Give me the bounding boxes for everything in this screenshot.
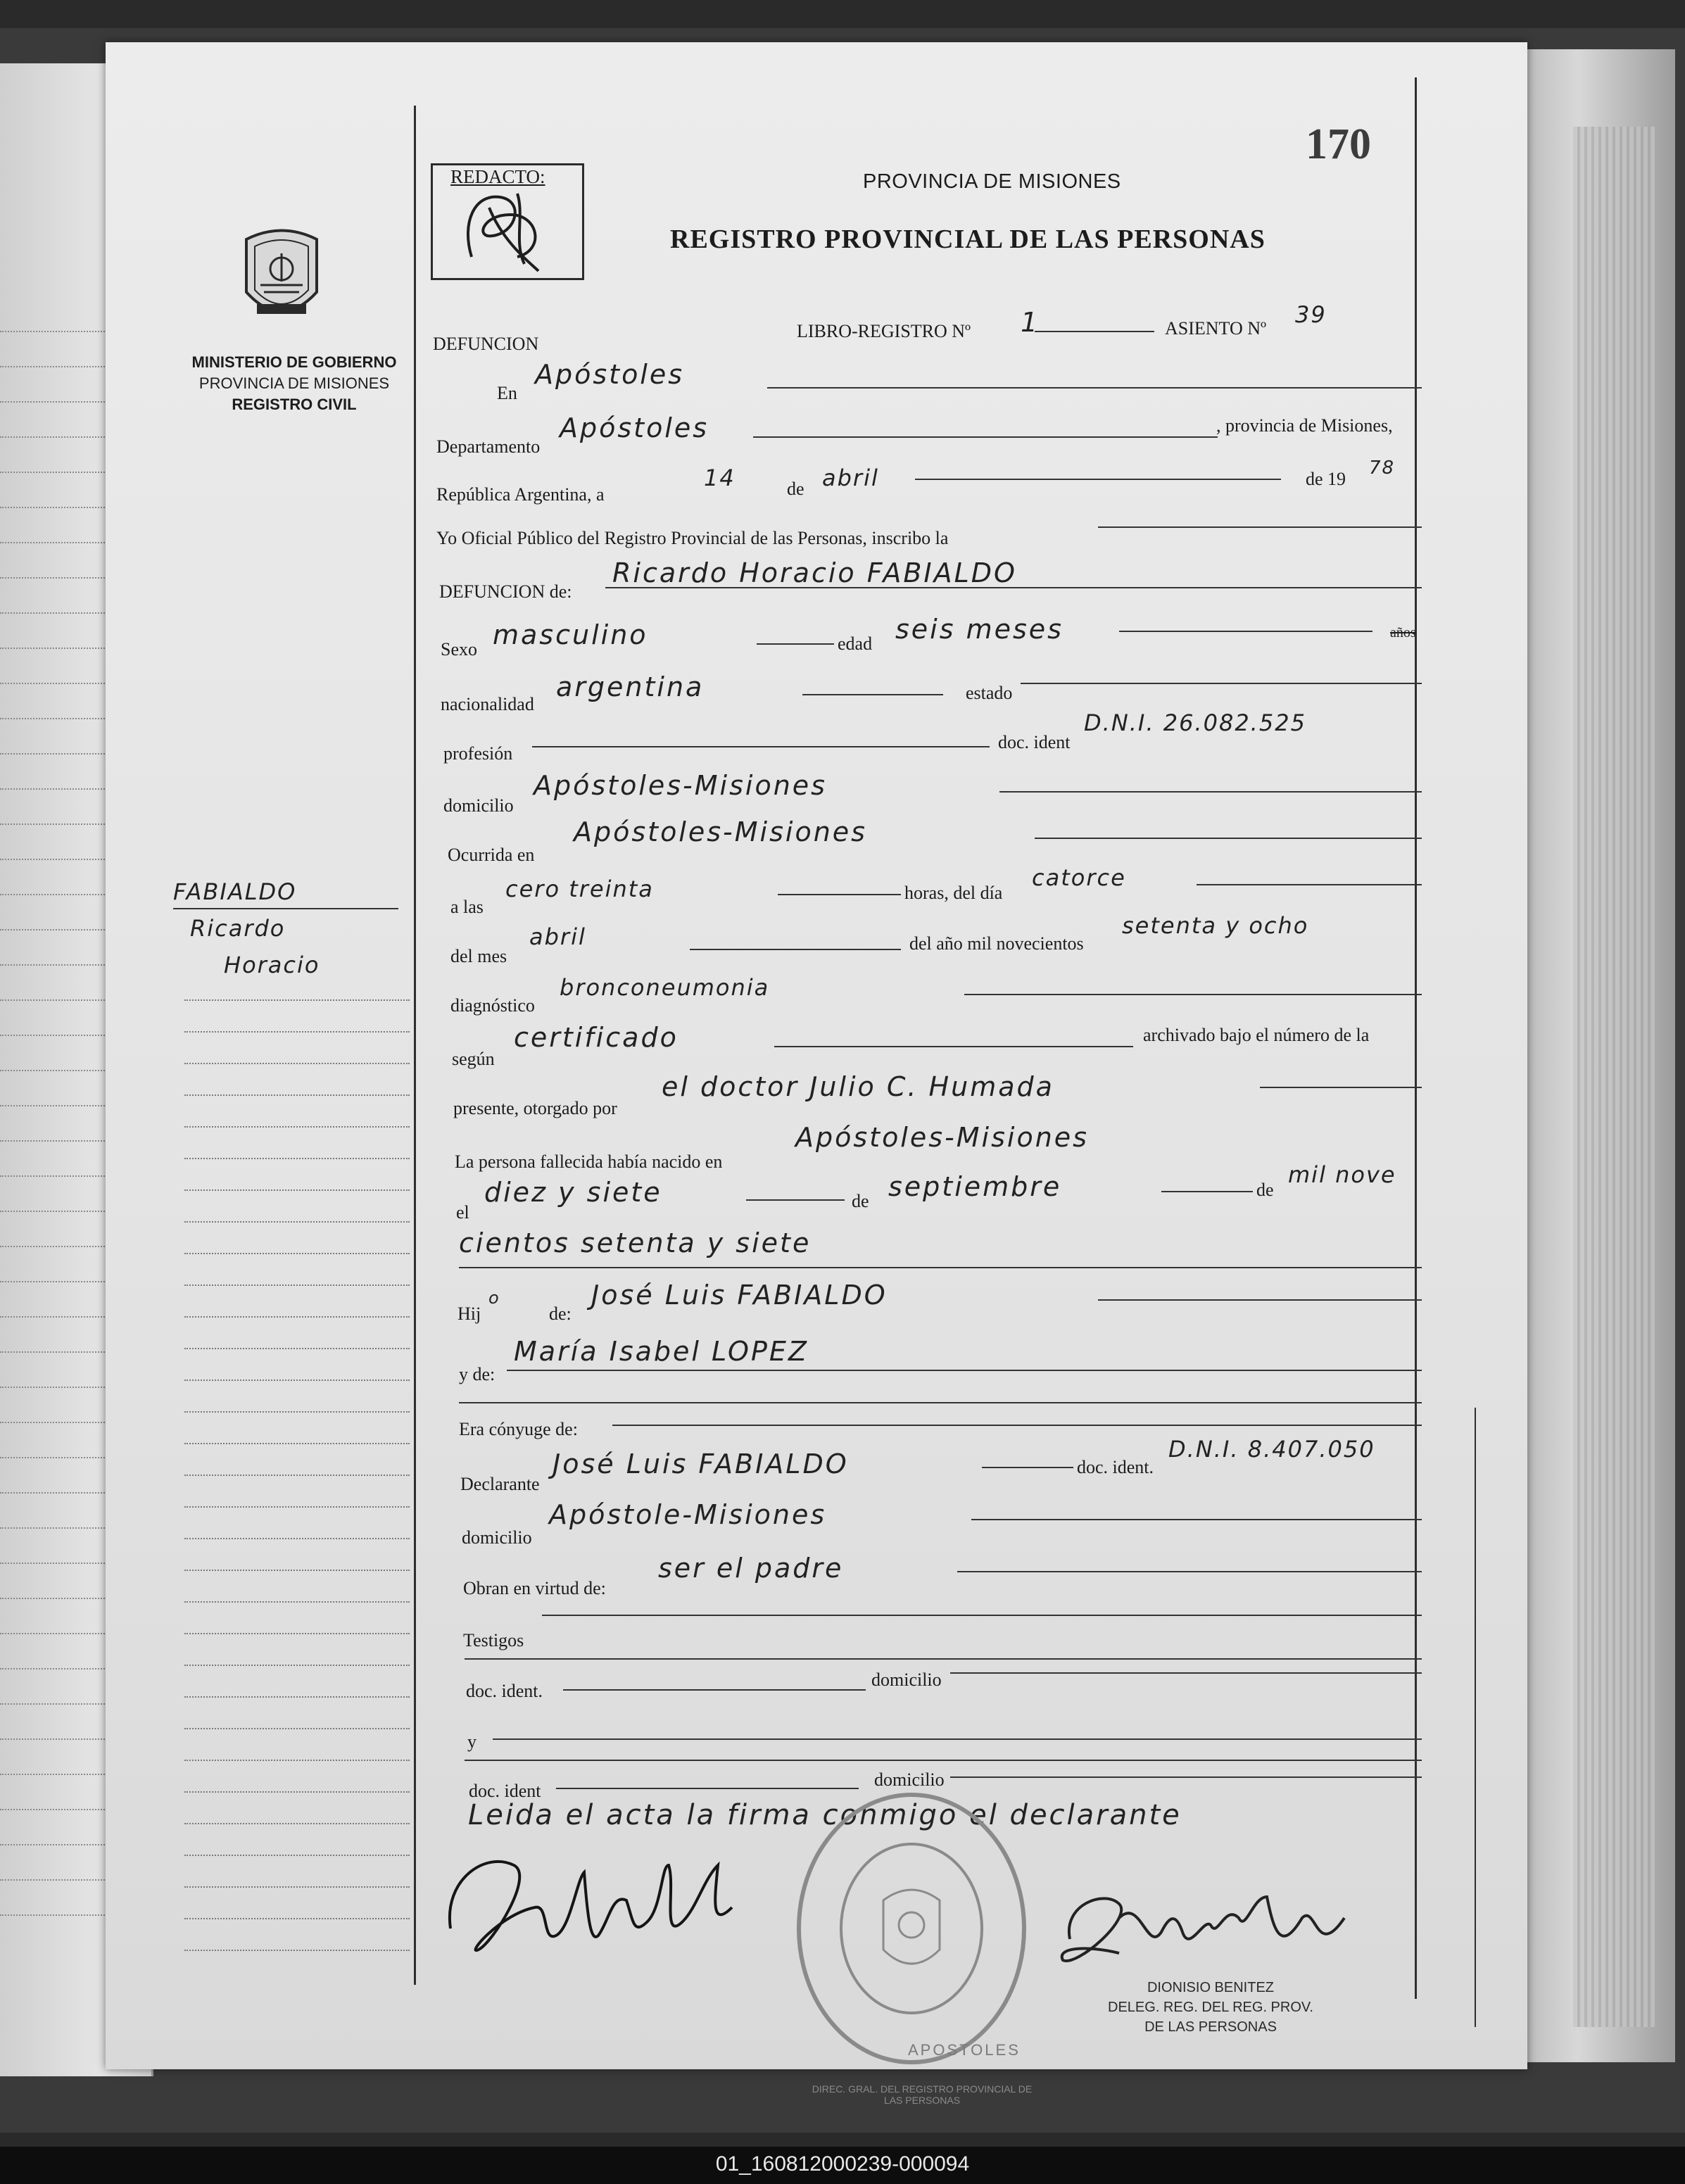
departamento-line <box>753 436 1218 438</box>
date-line <box>915 479 1281 480</box>
redacto-label: REDACTO: <box>450 166 545 187</box>
official-role: DELEG. REG. DEL REG. PROV. <box>1108 2000 1313 2015</box>
t-doc-label: doc. ident. <box>466 1681 543 1701</box>
conyuge-line <box>612 1425 1422 1426</box>
en-label: En <box>497 383 517 403</box>
alas-line <box>778 894 901 895</box>
madre-line <box>507 1370 1422 1371</box>
province-header: PROVINCIA DE MISIONES <box>863 170 1121 193</box>
departamento-value: Apóstoles <box>560 412 709 443</box>
anio-label: del año mil novecientos <box>909 933 1084 954</box>
yde-label: y de: <box>459 1364 496 1384</box>
edad-value: seis meses <box>895 614 1064 645</box>
alas-label: a las <box>450 897 484 917</box>
nacionalidad-label: nacionalidad <box>441 694 534 714</box>
estado-line <box>1021 683 1422 684</box>
oficial-line <box>1098 526 1422 528</box>
nacido-label: La persona fallecida había nacido en <box>455 1151 723 1172</box>
provincia-suffix: , provincia de Misiones, <box>1216 415 1393 436</box>
binding-cloth <box>1573 127 1658 2027</box>
profesion-line <box>532 746 990 747</box>
registry-line: REGISTRO CIVIL <box>232 396 357 413</box>
province-coat-of-arms-icon <box>232 225 331 331</box>
testigos-label: Testigos <box>463 1630 524 1650</box>
nacionalidad-value: argentina <box>556 671 705 702</box>
padre-line <box>1098 1299 1422 1301</box>
nac-de1: de <box>852 1191 869 1211</box>
nac-day-line <box>746 1199 845 1201</box>
entry-value: 39 <box>1295 301 1327 328</box>
defuncion-line <box>605 587 1422 588</box>
presente-value: el doctor Julio C. Humada <box>662 1071 1054 1102</box>
nac-year-value1: mil nove <box>1288 1161 1396 1188</box>
domicilio-label: domicilio <box>443 795 514 816</box>
page-edge-line <box>1475 1408 1476 2027</box>
year-value: 78 <box>1369 457 1396 479</box>
domicilio-line <box>999 791 1422 793</box>
nac-month-value: septiembre <box>888 1171 1062 1202</box>
sexo-label: Sexo <box>441 639 477 659</box>
de-label: de <box>787 479 804 499</box>
ocurrida-line <box>1035 838 1422 839</box>
diagnostico-value: bronconeumonia <box>560 974 770 1001</box>
sexo-value: masculino <box>493 619 648 650</box>
horas-label: horas, del día <box>904 883 1003 903</box>
t2-dom-line <box>950 1776 1422 1778</box>
defuncion-label: DEFUNCION de: <box>439 581 572 602</box>
hijo-de-label: de: <box>549 1304 572 1324</box>
doc-value: D.N.I. 26.082.525 <box>1084 709 1306 736</box>
mes-label: del mes <box>450 946 507 966</box>
republica-label: República Argentina, a <box>436 484 605 505</box>
decl-doc-value: D.N.I. 8.407.050 <box>1168 1436 1375 1463</box>
province-line: PROVINCIA DE MISIONES <box>198 374 390 392</box>
image-caption: 01_160812000239-000094 <box>715 2152 970 2176</box>
registry-title: REGISTRO PROVINCIAL DE LAS PERSONAS <box>670 225 1266 254</box>
nac-day-value: diez y siete <box>484 1177 662 1208</box>
anos-label: años <box>1390 625 1416 640</box>
doc-label: doc. ident <box>998 732 1071 752</box>
anio-value: setenta y ocho <box>1122 912 1309 939</box>
entry-label: ASIENTO Nº <box>1165 318 1267 339</box>
edad-label: edad <box>838 633 873 654</box>
domicilio-value: Apóstoles-Misiones <box>534 770 827 801</box>
decl-domicilio-label: domicilio <box>462 1527 532 1548</box>
segun-line <box>774 1046 1133 1047</box>
registry-seal-stamp <box>792 1788 1031 2069</box>
closing-value: Leida el acta la firma conmigo el declarante <box>468 1799 1182 1831</box>
en-line <box>767 387 1422 389</box>
ministry-block <box>160 352 428 415</box>
t2-doc-label: doc. ident <box>469 1781 541 1801</box>
archivado-label: archivado bajo el número de la <box>1143 1025 1370 1045</box>
nacionalidad-line <box>802 694 943 695</box>
hijo-suffix: o <box>488 1288 500 1308</box>
nac-year-line <box>459 1267 1422 1268</box>
edad-line <box>1119 631 1372 632</box>
seal-inner-text: APOSTOLES <box>908 2041 1021 2059</box>
folio-number: 170 <box>1306 120 1371 168</box>
seal-outer-text: DIREC. GRAL. DEL REGISTRO PROVINCIAL DE LAS PERSONAS <box>812 2083 1033 2106</box>
book-line <box>1035 331 1154 332</box>
t2-dom-label: domicilio <box>874 1769 945 1790</box>
ministry-line: MINISTERIO DE GOBIERNO <box>191 353 397 371</box>
segun-value: certificado <box>514 1022 679 1053</box>
en-value: Apóstoles <box>535 359 685 390</box>
blank-line-1 <box>459 1402 1422 1403</box>
declarante-line <box>982 1467 1073 1468</box>
testigos-line-2 <box>465 1658 1422 1660</box>
record-type: DEFUNCION <box>433 334 539 354</box>
oficial-text: Yo Oficial Público del Registro Provincial de las Personas, inscribo la <box>436 528 949 548</box>
dia-value: catorce <box>1032 864 1126 891</box>
ocurrida-value: Apóstoles-Misiones <box>574 816 867 847</box>
book-value: 1 <box>1021 307 1040 338</box>
presente-label: presente, otorgado por <box>453 1098 617 1118</box>
official-title-block <box>1063 1978 1358 2037</box>
decl-domicilio-value: Apóstole-Misiones <box>549 1499 827 1530</box>
ocurrida-label: Ocurrida en <box>448 845 535 865</box>
estado-label: estado <box>966 683 1013 703</box>
t-dom-label: domicilio <box>871 1669 942 1690</box>
day-value: 14 <box>704 465 736 491</box>
form-right-border <box>1415 77 1417 1999</box>
official-signature <box>1049 1876 1358 1992</box>
declarante-label: Declarante <box>460 1474 540 1494</box>
decl-doc-label: doc. ident. <box>1077 1457 1154 1477</box>
y-line <box>493 1738 1422 1740</box>
margin-underline <box>173 908 398 909</box>
sexo-line <box>757 643 834 645</box>
nac-year-value2: cientos setenta y siete <box>459 1227 812 1258</box>
hijo-label: Hij <box>457 1304 481 1324</box>
declarante-value: José Luis FABIALDO <box>553 1448 849 1479</box>
nac-month-line <box>1161 1191 1253 1192</box>
diagnostico-line <box>964 994 1422 995</box>
obran-line <box>957 1571 1422 1572</box>
conyuge-label: Era cónyuge de: <box>459 1419 578 1439</box>
month-value: abril <box>822 465 879 491</box>
declarant-signature <box>436 1837 760 1981</box>
alas-value: cero treinta <box>505 876 654 902</box>
official-name: DIONISIO BENITEZ <box>1147 1980 1275 1995</box>
obran-value: ser el padre <box>658 1553 844 1584</box>
t-doc-line <box>563 1689 866 1691</box>
mes-value: abril <box>529 923 586 950</box>
segun-label: según <box>452 1049 495 1069</box>
year-prefix: de 19 <box>1306 469 1346 489</box>
dia-line <box>1197 884 1422 885</box>
diagnostico-label: diagnóstico <box>450 995 535 1016</box>
obran-label: Obran en virtud de: <box>463 1578 606 1598</box>
presente-line <box>1260 1087 1422 1088</box>
el-label: el <box>456 1202 469 1223</box>
madre-value: María Isabel LOPEZ <box>514 1336 809 1367</box>
margin-surname: FABIALDO <box>173 878 297 905</box>
nacido-value: Apóstoles-Misiones <box>795 1122 1089 1153</box>
y-label: y <box>467 1731 477 1752</box>
y-line-2 <box>465 1760 1422 1761</box>
nac-de2: de <box>1256 1180 1274 1200</box>
register-page <box>106 42 1527 2069</box>
book-label: LIBRO-REGISTRO Nº <box>797 321 971 341</box>
decl-domicilio-line <box>971 1519 1422 1520</box>
official-unit: DE LAS PERSONAS <box>1144 2019 1277 2035</box>
testigos-line <box>542 1615 1422 1616</box>
mes-line <box>690 949 901 950</box>
t-dom-line <box>950 1672 1422 1674</box>
padre-value: José Luis FABIALDO <box>591 1280 888 1311</box>
departamento-label: Departamento <box>436 436 541 457</box>
margin-name2: Horacio <box>224 952 320 978</box>
defuncion-value: Ricardo Horacio FABIALDO <box>612 557 1017 588</box>
profesion-label: profesión <box>443 743 513 764</box>
margin-name1: Ricardo <box>190 915 286 942</box>
